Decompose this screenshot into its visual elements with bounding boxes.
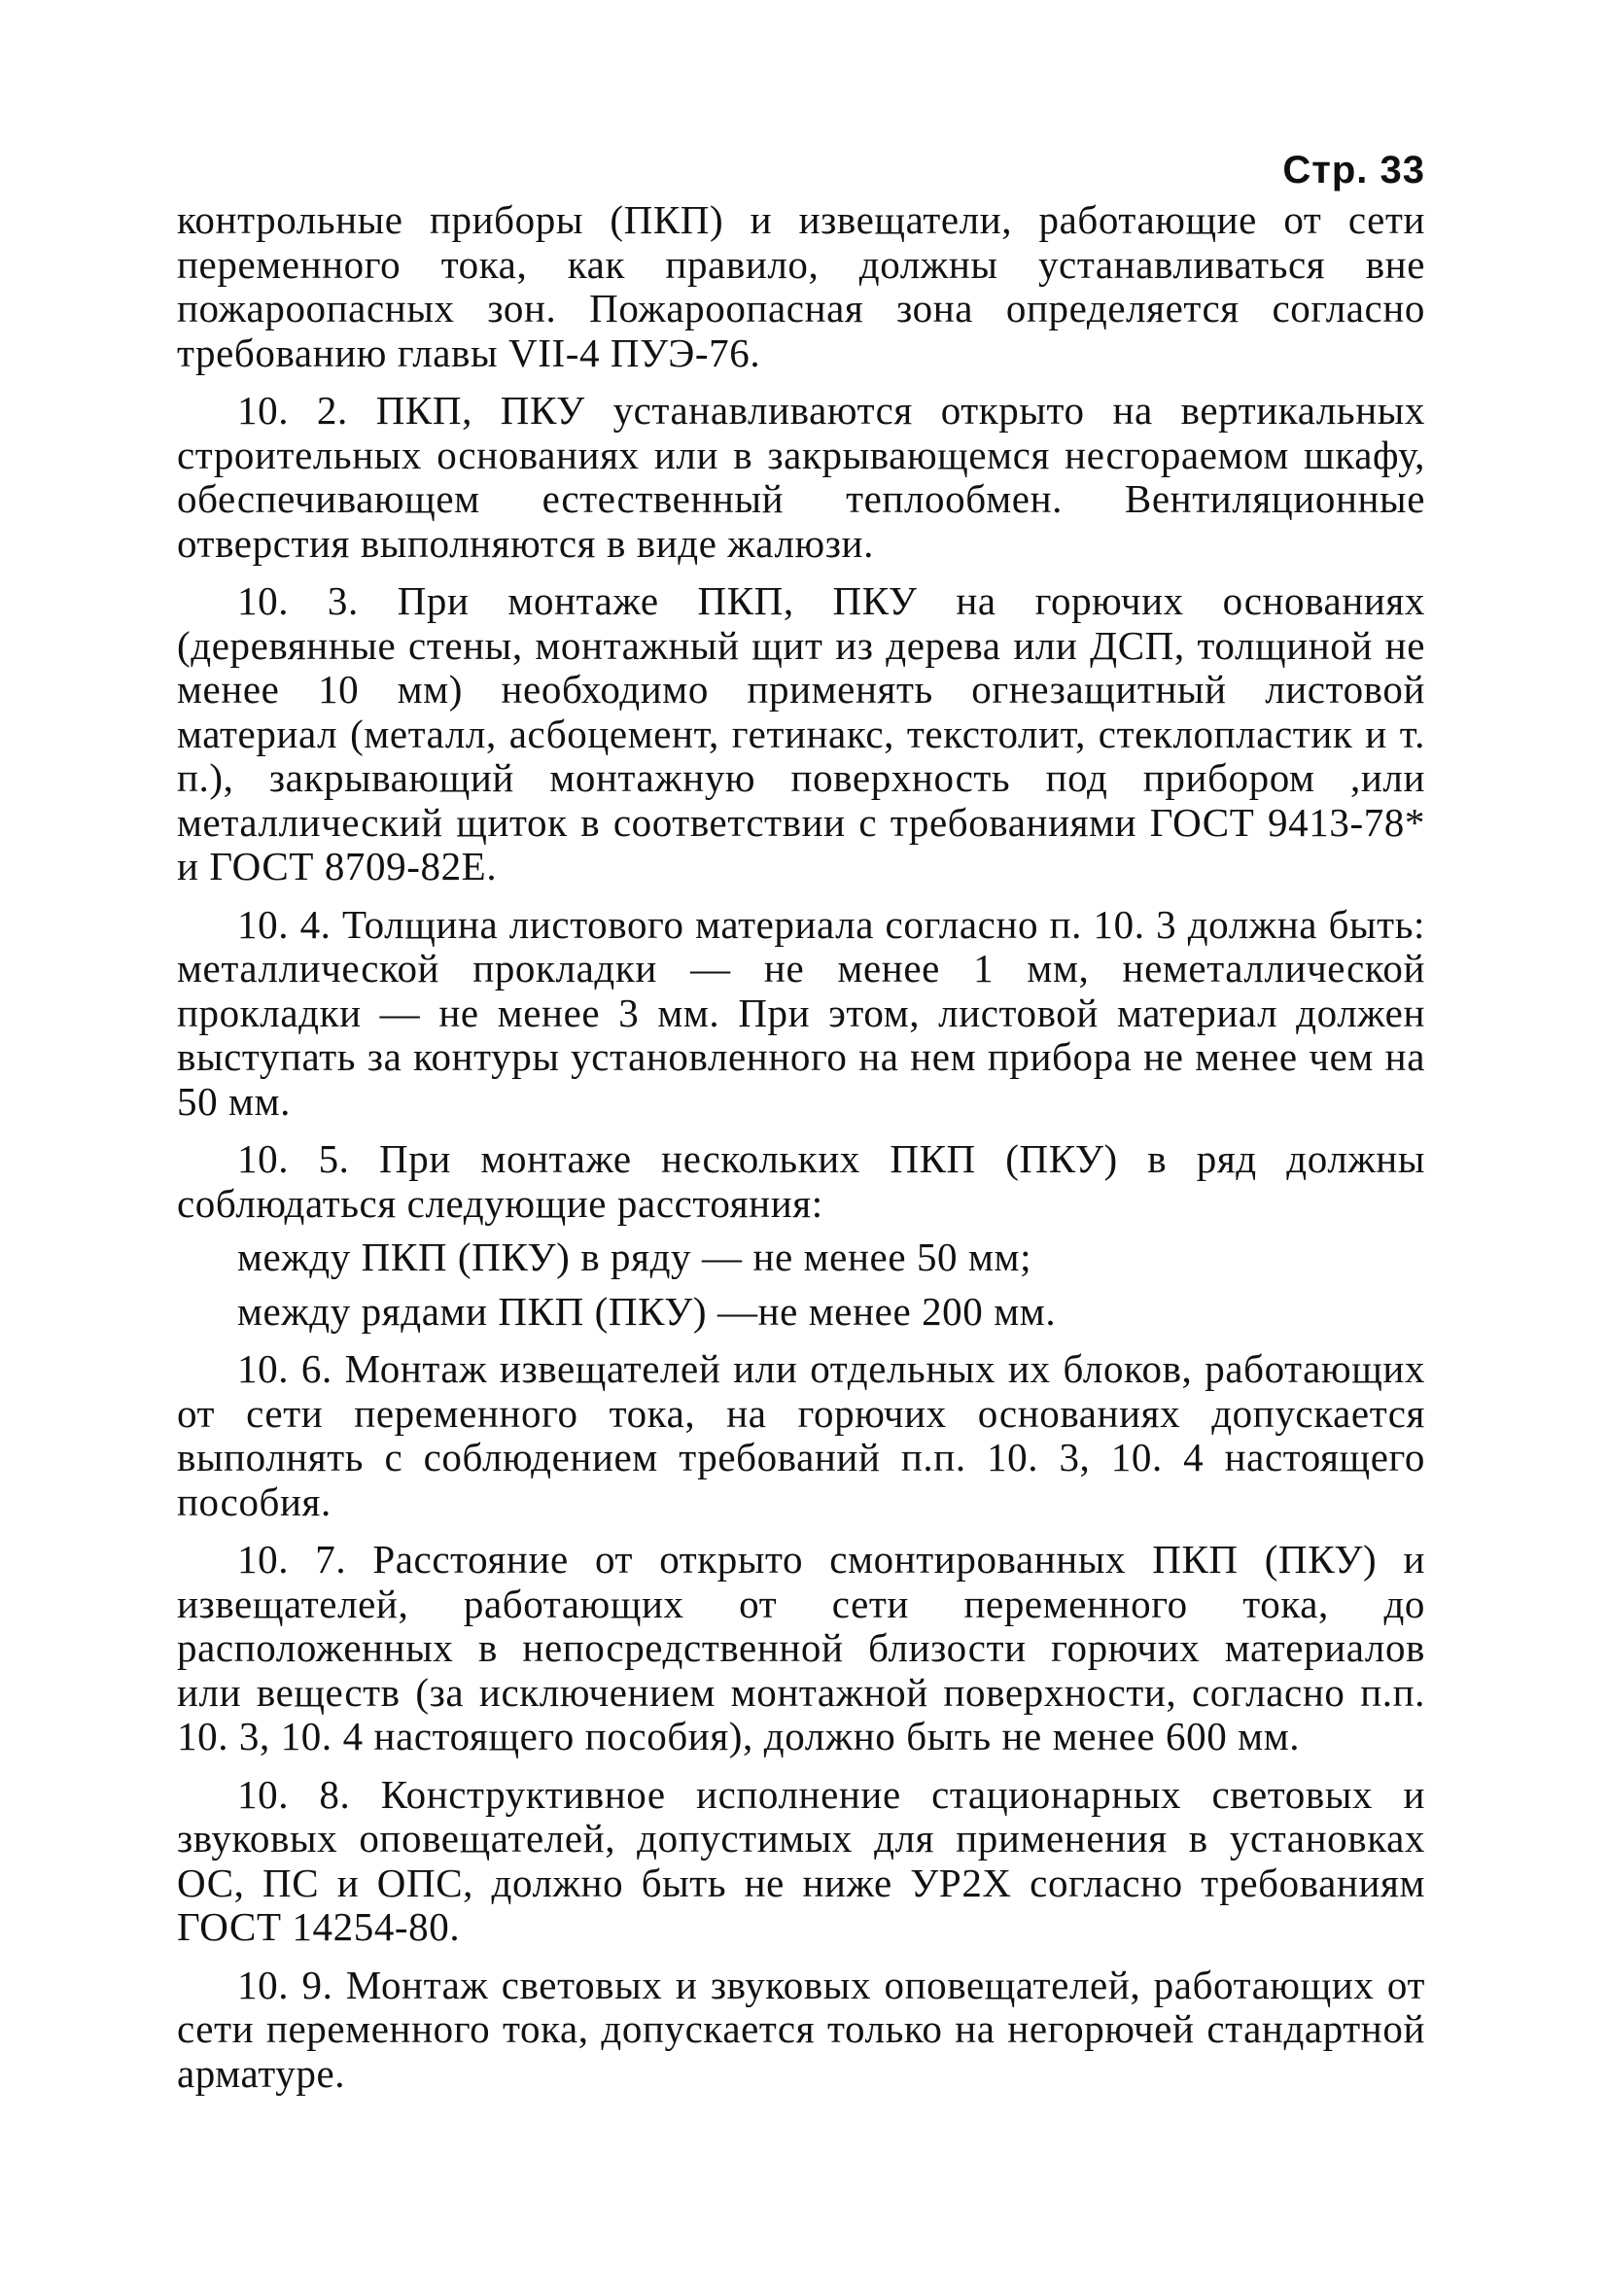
distance-item-between-rows: между рядами ПКП (ПКУ) —не менее 200 мм.	[237, 1288, 1057, 1334]
paragraph-10-6: 10. 6. Монтаж извещателей или отдельных их блоков, работающих от сети переменного тока, на горючих основаниях допускается выполнять с соблюдением требований п.п. 10. 3, 10. 4 настоящего пособия.	[177, 1346, 1425, 1524]
paragraph-10-8: 10. 8. Конструктивное исполнение стационарных световых и звуковых оповещателей, допустимых для применения в установках ОС, ПС и ОПС, должно быть не ниже УР2Х согласно требованиям ГОСТ 14254-80.	[177, 1771, 1425, 1949]
paragraph-10-3: 10. 3. При монтаже ПКП, ПКУ на горючих основаниях (деревянные стены, монтажный щит из дерева или ДСП, толщиной не менее 10 мм) необходимо применять огнезащитный листовой материал (металл, асбоцемент, гетинакс, текстолит, стеклопластик и т. п.), закрывающий монтажную поверхность под прибором ,или металлический щиток в соответствии с требованиями ГОСТ 9413-78* и ГОСТ 8709-82Е.	[177, 578, 1425, 888]
paragraph-10-7: 10. 7. Расстояние от открыто смонтированных ПКП (ПКУ) и извещателей, работающих от сети переменного тока, до расположенных в непосредственной близости горючих материалов или веществ (за исключением монтажной поверхности, согласно п.п. 10. 3, 10. 4 настоящего пособия), должно быть не менее 600 мм.	[177, 1537, 1425, 1758]
paragraph-10-9: 10. 9. Монтаж световых и звуковых оповещателей, работающих от сети переменного тока, допускается только на негорючей стандартной арматуре.	[177, 1962, 1425, 2096]
paragraph-10-5: 10. 5. При монтаже нескольких ПКП (ПКУ) в ряд должны соблюдаться следующие расстояния:	[177, 1136, 1425, 1226]
distance-item-in-row: между ПКП (ПКУ) в ряду — не менее 50 мм;	[237, 1235, 1032, 1279]
document-page	[177, 146, 1425, 2109]
page-number: Стр. 33	[1282, 149, 1425, 191]
paragraph-10-4: 10. 4. Толщина листового материала согласно п. 10. 3 должна быть: металлической прокладки — не менее 1 мм, неметаллической прокладки — не менее 3 мм. При этом, листовой материал должен выступать за контуры установленного на нем прибора не менее чем на 50 мм.	[177, 901, 1425, 1124]
paragraph-10-2: 10. 2. ПКП, ПКУ устанавливаются открыто на вертикальных строительных основаниях или в закрывающемся несгораемом шкафу, обеспечивающем естественный теплообмен. Вентиляционные отверстия выполняются в виде жалюзи.	[177, 388, 1425, 566]
paragraph-continuation: контрольные приборы (ПКП) и извещатели, работающие от сети переменного тока, как правило, должны устанавливаться вне пожароопасных зон. Пожароопасная зона определяется согласно требованию главы VII-4 ПУЭ-76.	[177, 197, 1425, 375]
